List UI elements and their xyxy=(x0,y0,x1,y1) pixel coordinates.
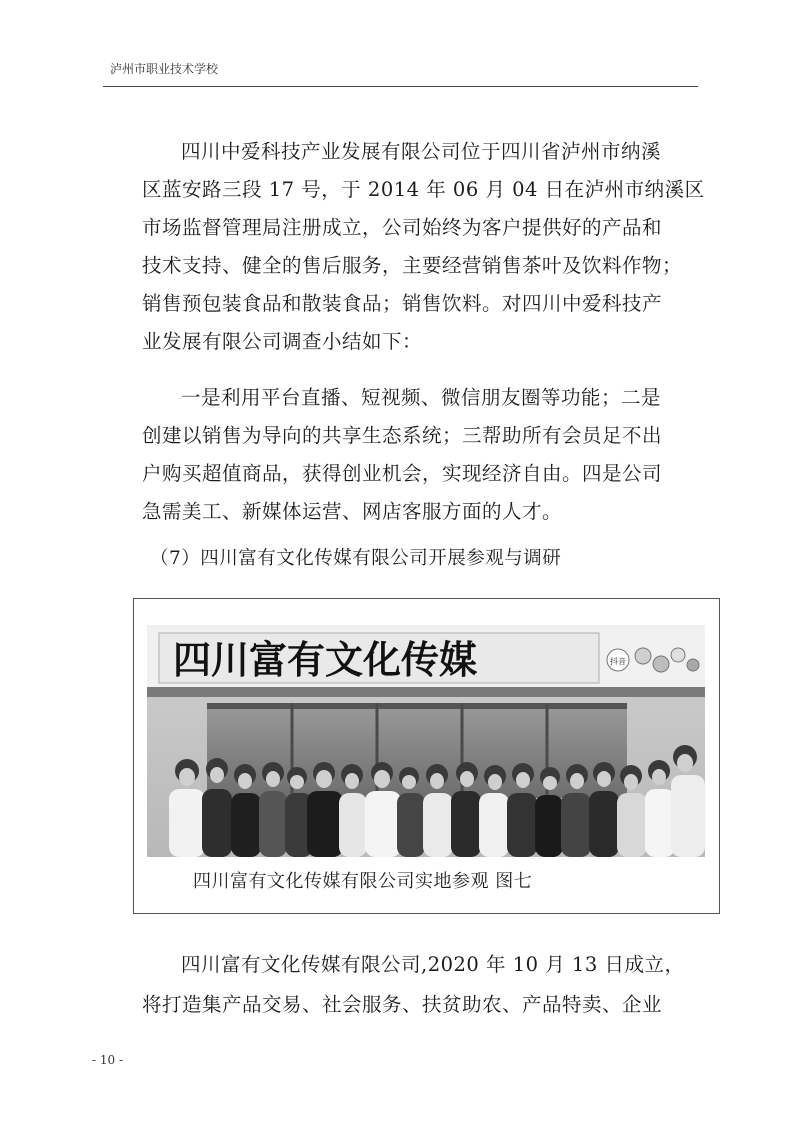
para1-line-5: 销售预包装食品和散装食品；销售饮料。对四川中爱科技产 xyxy=(142,292,663,315)
page-number: - 10 - xyxy=(92,1053,124,1067)
sign-badge-text: 抖音 xyxy=(610,657,626,666)
para2-line-1: 一是利用平台直播、短视频、微信朋友圈等功能；二是 xyxy=(181,386,662,409)
para3-line-2: 将打造集产品交易、社会服务、扶贫助农、产品特卖、企业 xyxy=(142,993,663,1016)
figure-caption: 四川富有文化传媒有限公司实地参观 图七 xyxy=(193,871,533,892)
para1-line-6: 业发展有限公司调查小结如下： xyxy=(142,330,423,353)
group-photo xyxy=(147,625,705,857)
header-school-name: 泸州市职业技术学校 xyxy=(110,62,219,76)
para3-line-1: 四川富有文化传媒有限公司,2020 年 10 月 13 日成立， xyxy=(181,953,685,976)
para1-line-2: 区蓝安路三段 17 号，于 2014 年 06 月 04 日在泸州市纳溪区 xyxy=(142,178,705,201)
para2-line-4: 急需美工、新媒体运营、网店客服方面的人才。 xyxy=(142,500,563,523)
section-heading: （7）四川富有文化传媒有限公司开展参观与调研 xyxy=(150,548,562,569)
para2-line-3: 户购买超值商品，获得创业机会，实现经济自由。四是公司 xyxy=(142,462,663,485)
sign-text: 四川富有文化传媒 xyxy=(173,638,478,682)
para1-line-1: 四川中爱科技产业发展有限公司位于四川省泸州市纳溪 xyxy=(181,140,662,163)
para1-line-3: 市场监督管理局注册成立，公司始终为客户提供好的产品和 xyxy=(142,216,663,239)
para1-line-4: 技术支持、健全的售后服务，主要经营销售茶叶及饮料作物； xyxy=(142,254,683,277)
group-photo-illustration xyxy=(147,625,705,857)
para2-line-2: 创建以销售为导向的共享生态系统；三帮助所有会员足不出 xyxy=(142,424,663,447)
header-divider xyxy=(103,86,698,87)
